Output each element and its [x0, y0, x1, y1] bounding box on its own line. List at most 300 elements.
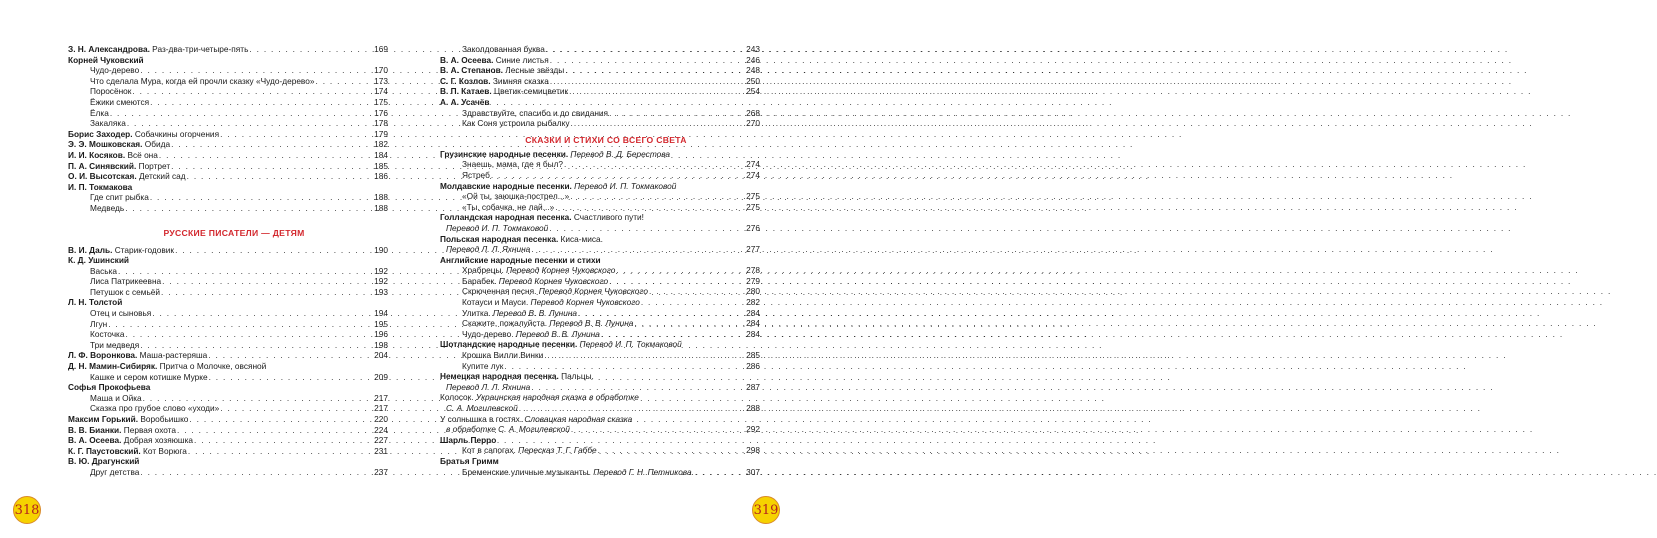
- toc-leader-dots: [578, 308, 745, 319]
- toc-translator: Перевод Корнея Чуковского: [496, 275, 609, 286]
- toc-entry-text: [462, 286, 648, 297]
- toc-leader-dots: [315, 76, 373, 87]
- toc-leader-dots: [194, 435, 373, 446]
- toc-author: А. А. Усачёв: [440, 96, 490, 107]
- toc-leader-dots: [171, 139, 373, 150]
- toc-leader-dots: [609, 108, 745, 119]
- toc-entry: [68, 425, 388, 436]
- toc-entry-text: [440, 414, 632, 425]
- toc-entry: [68, 276, 388, 287]
- toc-leader-dots: [504, 361, 745, 372]
- toc-entry: [440, 181, 760, 192]
- toc-page-number: 274: [746, 159, 760, 170]
- toc-entry: [440, 286, 760, 297]
- toc-entry: [68, 245, 388, 256]
- toc-title: Знаешь, мама, где я был?: [462, 159, 564, 170]
- toc-page-number: 170: [374, 65, 388, 76]
- toc-page-number: 192: [374, 276, 388, 287]
- toc-entry: [440, 108, 760, 119]
- toc-entry: [440, 382, 760, 393]
- toc-entry: [68, 308, 388, 319]
- toc-page-number: 231: [374, 445, 388, 456]
- toc-page-number: 184: [374, 149, 388, 160]
- toc-page-number: 246: [746, 54, 760, 65]
- toc-entry-text: [68, 44, 248, 55]
- toc-leader-dots: [125, 329, 373, 340]
- toc-entry-text: [90, 276, 161, 287]
- toc-leader-dots: [549, 223, 745, 234]
- right-toc-column: [440, 44, 760, 477]
- toc-author: В. П. Катаев.: [440, 86, 492, 97]
- toc-entry-text: [440, 255, 601, 266]
- toc-page-number: 307: [746, 466, 760, 477]
- toc-page-number: 196: [374, 329, 388, 340]
- toc-title: Синие листья: [493, 54, 549, 65]
- toc-entry: [68, 467, 388, 478]
- toc-page-number: 169: [374, 44, 388, 54]
- toc-entry: [440, 44, 760, 55]
- toc-entry: [68, 171, 388, 182]
- toc-entry: [68, 361, 388, 372]
- toc-title: Отец и сыновья: [90, 308, 152, 319]
- toc-author: И. П. Токмакова: [68, 181, 133, 192]
- toc-entry: [440, 118, 760, 129]
- toc-page-number: 224: [374, 424, 388, 435]
- toc-entry: [440, 297, 760, 308]
- toc-entry: [68, 150, 388, 161]
- toc-translator: Перевод Л. Л. Яхнина: [446, 381, 531, 392]
- toc-title: Детский сад: [136, 171, 186, 182]
- toc-entry-text: [440, 392, 639, 403]
- toc-title: Поросёнок: [90, 86, 132, 97]
- toc-entry-text: [68, 382, 150, 393]
- toc-entry: [440, 350, 760, 361]
- toc-page-number: 285: [746, 350, 760, 361]
- toc-page-number: 217: [374, 392, 388, 403]
- toc-entry: [440, 191, 760, 202]
- toc-entry-text: [90, 287, 160, 298]
- toc-entry-text: [68, 350, 207, 361]
- toc-page-number: 190: [374, 244, 388, 255]
- toc-author: Э. Э. Мошковская.: [68, 139, 143, 150]
- toc-leader-dots: [209, 372, 374, 383]
- section-heading-world-tales: СКАЗКИ И СТИХИ СО ВСЕГО СВЕТА: [525, 134, 687, 145]
- toc-entry: [68, 287, 388, 298]
- toc-entry: [68, 108, 388, 119]
- toc-leader-dots: [569, 86, 745, 97]
- toc-author: В. В. Бианки.: [68, 424, 122, 435]
- toc-leader-dots: [161, 287, 373, 298]
- toc-entry: [440, 318, 760, 329]
- toc-entry: [68, 161, 388, 172]
- section-heading-russian-writers: РУССКИЕ ПИСАТЕЛИ — ДЕТЯМ: [163, 227, 305, 238]
- toc-entry-text: [90, 393, 142, 404]
- toc-entry-text: [462, 265, 615, 276]
- toc-title: Лиса Патрикеевна: [90, 276, 162, 287]
- toc-entry-text: [440, 149, 670, 160]
- toc-entry: [440, 244, 760, 255]
- toc-author: Голландская народная песенка.: [440, 212, 572, 223]
- toc-entry-text: [462, 297, 640, 308]
- toc-translator: Перевод В. В. Лунина: [490, 307, 578, 318]
- toc-entry: [440, 424, 760, 435]
- toc-translator: Перевод И. П. Токмаковой: [446, 222, 549, 233]
- left-section-1: [68, 44, 388, 214]
- toc-author: В. А. Степанов.: [440, 65, 503, 76]
- toc-entry-text: [462, 118, 569, 129]
- toc-entry: [68, 372, 388, 383]
- toc-title: Старик-годовик: [112, 244, 175, 255]
- toc-leader-dots: [570, 118, 745, 129]
- toc-entry-text: [90, 76, 314, 87]
- toc-translator: Перевод В. В. Лунина: [547, 318, 634, 329]
- toc-leader-dots: [118, 266, 373, 277]
- toc-translator: Перевод Корнея Чуковского: [528, 297, 640, 308]
- toc-leader-dots: [491, 170, 745, 181]
- toc-title: Колосок.: [440, 392, 474, 403]
- toc-author: В. А. Осеева.: [68, 435, 122, 446]
- toc-entry-text: [462, 159, 563, 170]
- toc-author: К. Д. Ушинский: [68, 255, 130, 266]
- toc-entry: [440, 212, 760, 223]
- toc-entry-text: [90, 308, 151, 319]
- toc-page-number: 175: [374, 96, 388, 107]
- toc-entry: [68, 414, 388, 425]
- toc-entry-text: [462, 329, 600, 340]
- toc-page-number: 277: [746, 244, 760, 255]
- toc-title: Сказка про грубое слово «уходи»: [90, 403, 220, 414]
- toc-page-number: 284: [746, 307, 760, 318]
- toc-entry: [440, 170, 760, 181]
- toc-entry: [440, 403, 760, 414]
- toc-title: Воробьишко: [138, 414, 189, 424]
- toc-entry: [440, 414, 760, 425]
- toc-entry: [440, 329, 760, 340]
- toc-page-number: 178: [374, 118, 388, 129]
- toc-entry-text: [440, 339, 682, 350]
- toc-page-number: 194: [374, 308, 388, 319]
- toc-entry: [440, 339, 760, 350]
- toc-page-number: 292: [746, 424, 760, 435]
- toc-page-number: 173: [374, 75, 388, 86]
- toc-entry-text: [446, 244, 530, 255]
- toc-leader-dots: [140, 65, 373, 76]
- toc-page-number: 186: [374, 171, 388, 182]
- toc-entry: [68, 446, 388, 457]
- toc-entry-text: [68, 297, 122, 308]
- toc-page-number: 275: [746, 191, 760, 202]
- toc-leader-dots: [220, 403, 373, 414]
- toc-translator: Пересказ Т. Г. Габбе: [515, 445, 597, 456]
- toc-leader-dots: [634, 318, 745, 329]
- toc-leader-dots: [249, 44, 373, 55]
- toc-entry: [440, 76, 760, 87]
- toc-leader-dots: [132, 86, 373, 97]
- toc-title: Ёлка: [90, 107, 109, 118]
- toc-author: О. И. Высотская.: [68, 171, 137, 182]
- toc-page-number: 182: [374, 139, 388, 150]
- toc-entry-text: [440, 86, 568, 97]
- toc-title: Закаляка: [90, 118, 126, 129]
- toc-entry: [68, 435, 388, 446]
- toc-entry-text: [462, 318, 633, 329]
- toc-entry-text: [68, 456, 139, 467]
- toc-title: Три медведя: [90, 339, 140, 350]
- page-number-left: 318: [13, 496, 41, 524]
- toc-translator: Перевод Корнея Чуковского: [536, 286, 648, 297]
- toc-author: И. И. Косяков.: [68, 149, 126, 160]
- toc-title: Притча о Молочке, овсяной: [157, 361, 267, 372]
- left-section-2: [68, 245, 388, 478]
- toc-entry-text: [68, 161, 170, 172]
- toc-page-number: 276: [746, 222, 760, 233]
- toc-translator: Словацкая народная сказка: [522, 413, 633, 424]
- toc-leader-dots: [601, 329, 745, 340]
- toc-leader-dots: [150, 97, 373, 108]
- toc-entry-text: [68, 435, 193, 446]
- toc-entry: [68, 319, 388, 330]
- toc-title: Как Соня устроила рыбалку: [462, 118, 570, 129]
- toc-title: Портрет: [136, 160, 171, 171]
- toc-entry: [440, 435, 760, 446]
- toc-entry: [68, 76, 388, 87]
- toc-author: К. Г. Паустовский.: [68, 445, 141, 456]
- toc-leader-dots: [695, 467, 745, 478]
- toc-leader-dots: [531, 382, 745, 393]
- toc-title: Васька: [90, 265, 118, 276]
- toc-page-number: 174: [374, 86, 388, 97]
- toc-entry: [68, 192, 388, 203]
- toc-leader-dots: [609, 276, 745, 287]
- toc-entry: [440, 467, 760, 478]
- toc-title: Лгун: [90, 318, 108, 329]
- toc-entry: [440, 223, 760, 234]
- toc-leader-dots: [140, 467, 373, 478]
- right-section-2: [440, 149, 760, 477]
- toc-entry-text: [462, 445, 597, 456]
- toc-entry-text: [446, 382, 530, 393]
- toc-entry-text: [462, 276, 608, 287]
- toc-entry: [440, 456, 760, 467]
- toc-entry: [68, 97, 388, 108]
- toc-leader-dots: [140, 340, 373, 351]
- toc-entry: [440, 308, 760, 319]
- toc-entry: [440, 159, 760, 170]
- toc-entry-text: [90, 266, 117, 277]
- toc-page-number: 220: [374, 414, 388, 424]
- toc-entry: [68, 297, 388, 308]
- toc-leader-dots: [565, 65, 745, 76]
- toc-entry: [440, 361, 760, 372]
- toc-leader-dots: [143, 393, 374, 404]
- toc-leader-dots: [641, 297, 745, 308]
- toc-entry-text: [462, 361, 503, 372]
- toc-title: Чудо-дерево.: [462, 328, 514, 339]
- toc-author: Софья Прокофьева: [68, 382, 151, 393]
- toc-author: Шотландские народные песенки.: [440, 339, 578, 350]
- toc-entry: [440, 255, 760, 266]
- toc-entry-text: [90, 319, 107, 330]
- toc-entry-text: [90, 203, 124, 214]
- toc-entry-text: [90, 467, 139, 478]
- toc-entry-text: [462, 108, 608, 119]
- toc-title: Медведь: [90, 202, 125, 213]
- toc-entry: [440, 371, 760, 382]
- toc-title: Улитка.: [462, 307, 491, 318]
- toc-translator: Перевод Корнея Чуковского: [503, 265, 616, 276]
- toc-entry: [68, 255, 388, 266]
- toc-entry: [68, 266, 388, 277]
- toc-title: Ястреб: [462, 169, 490, 180]
- toc-author: В. И. Даль.: [68, 244, 113, 255]
- toc-entry-text: [440, 55, 549, 66]
- toc-entry-text: [90, 329, 124, 340]
- right-section-1: [440, 44, 760, 129]
- toc-page-number: 198: [374, 339, 388, 350]
- toc-entry: [68, 329, 388, 340]
- toc-author: Максим Горький.: [68, 414, 139, 424]
- toc-title: Ёжики смеются: [90, 96, 150, 107]
- toc-entry: [440, 276, 760, 287]
- toc-title: Первая охота: [121, 424, 177, 435]
- toc-page-number: 268: [746, 107, 760, 118]
- toc-author: П. А. Синявский.: [68, 160, 137, 171]
- toc-entry: [440, 234, 760, 245]
- toc-title: У солнышка в гостях.: [440, 413, 523, 424]
- toc-title: Маша-растеряша: [137, 350, 208, 361]
- toc-entry-text: [440, 65, 564, 76]
- toc-entry: [68, 203, 388, 214]
- toc-entry-text: [446, 424, 570, 435]
- toc-entry: [68, 129, 388, 140]
- toc-title: Обида: [142, 139, 171, 150]
- toc-author: Л. Н. Толстой: [68, 297, 123, 308]
- toc-title: Цветик-семицветик: [491, 86, 569, 97]
- page-number-right: 319: [752, 496, 780, 524]
- toc-entry-text: [68, 425, 176, 436]
- toc-entry: [440, 392, 760, 403]
- toc-title: Счастливого пути!: [571, 212, 644, 223]
- toc-leader-dots: [571, 424, 745, 435]
- toc-leader-dots: [189, 414, 373, 425]
- toc-title: Петушок с семьёй: [90, 286, 161, 297]
- toc-title: Киса-миса.: [558, 233, 603, 244]
- toc-author: Братья Гримм: [440, 455, 499, 466]
- toc-entry: [440, 65, 760, 76]
- toc-leader-dots: [171, 161, 373, 172]
- toc-title: Скажите, пожалуйста.: [462, 318, 548, 329]
- toc-page-number: 193: [374, 286, 388, 297]
- toc-entry-text: [90, 340, 139, 351]
- toc-leader-dots: [564, 159, 745, 170]
- toc-entry-text: [68, 139, 170, 150]
- toc-entry: [68, 340, 388, 351]
- toc-entry-text: [68, 255, 129, 266]
- toc-title: «Ты, собачка, не лай...»: [462, 201, 555, 212]
- toc-title: Кот в сапогах.: [462, 445, 516, 456]
- toc-author: В. Ю. Драгунский: [68, 456, 140, 467]
- toc-title: Купите лук: [462, 360, 504, 371]
- toc-page-number: 298: [746, 445, 760, 456]
- toc-entry-text: [462, 191, 569, 202]
- toc-author: Английские народные песенки и стихи: [440, 254, 601, 265]
- toc-title: Где спит рыбка: [90, 192, 149, 203]
- toc-entry-text: [440, 97, 490, 108]
- toc-page-number: 237: [374, 466, 388, 477]
- toc-title: Здравствуйте, спасибо и до свидания: [462, 107, 609, 118]
- toc-translator: Перевод В. В. Лунина: [513, 328, 600, 339]
- toc-title: Раз-два-три-четыре-пять: [149, 44, 249, 54]
- toc-title: Чудо-дерево: [90, 65, 140, 76]
- toc-page-number: 286: [746, 360, 760, 371]
- toc-title: Барабек.: [462, 275, 497, 286]
- toc-leader-dots: [208, 350, 373, 361]
- toc-title: Скрюченная песня.: [462, 286, 537, 297]
- toc-leader-dots: [125, 203, 373, 214]
- toc-entry: [68, 55, 388, 66]
- toc-entry-text: [90, 86, 131, 97]
- toc-page-number: 284: [746, 328, 760, 339]
- toc-entry-text: [90, 97, 149, 108]
- toc-page-number: 179: [374, 128, 388, 139]
- toc-author: Борис Заходер.: [68, 128, 133, 139]
- toc-entry: [68, 403, 388, 414]
- toc-leader-dots: [616, 265, 745, 276]
- toc-translator: Перевод Л. Л. Яхнина: [446, 244, 531, 255]
- toc-entry-text: [68, 414, 188, 425]
- toc-page-number: 209: [374, 371, 388, 382]
- toc-entry-text: [68, 55, 144, 66]
- toc-entry-text: [68, 171, 186, 182]
- toc-page-number: 254: [746, 86, 760, 97]
- toc-entry-text: [462, 467, 694, 478]
- toc-entry-text: [462, 350, 543, 361]
- toc-title: «Ой ты, заюшка-пострел...»: [462, 191, 570, 202]
- toc-entry-text: [68, 245, 174, 256]
- toc-title: Крошка Вилли Винки: [462, 350, 544, 361]
- toc-entry-text: [440, 435, 496, 446]
- toc-leader-dots: [220, 129, 373, 140]
- toc-author: Корней Чуковский: [68, 54, 144, 65]
- toc-page-number: 176: [374, 107, 388, 118]
- toc-leader-dots: [555, 202, 745, 213]
- toc-page-number: 204: [374, 350, 388, 361]
- toc-author: Немецкая народная песенка.: [440, 371, 559, 382]
- toc-title: Пальцы.: [558, 371, 594, 382]
- toc-entry-text: [90, 372, 208, 383]
- toc-entry: [440, 55, 760, 66]
- toc-entry-text: [462, 202, 554, 213]
- toc-entry: [440, 86, 760, 97]
- toc-title: Храбрецы.: [462, 265, 504, 276]
- toc-entry: [68, 393, 388, 404]
- toc-leader-dots: [570, 191, 745, 202]
- toc-page-number: 280: [746, 286, 760, 297]
- toc-leader-dots: [649, 286, 745, 297]
- toc-page-number: 279: [746, 275, 760, 286]
- toc-entry-text: [440, 212, 644, 223]
- toc-entry: [68, 382, 388, 393]
- toc-leader-dots: [159, 150, 373, 161]
- toc-entry-text: [440, 234, 603, 245]
- toc-leader-dots: [550, 55, 745, 66]
- toc-translator: в обработке С. А. Могилевской: [446, 424, 570, 435]
- toc-page-number: 192: [374, 265, 388, 276]
- toc-entry-text: [446, 223, 548, 234]
- toc-page-number: 195: [374, 318, 388, 329]
- toc-entry-text: [462, 308, 577, 319]
- toc-leader-dots: [177, 425, 373, 436]
